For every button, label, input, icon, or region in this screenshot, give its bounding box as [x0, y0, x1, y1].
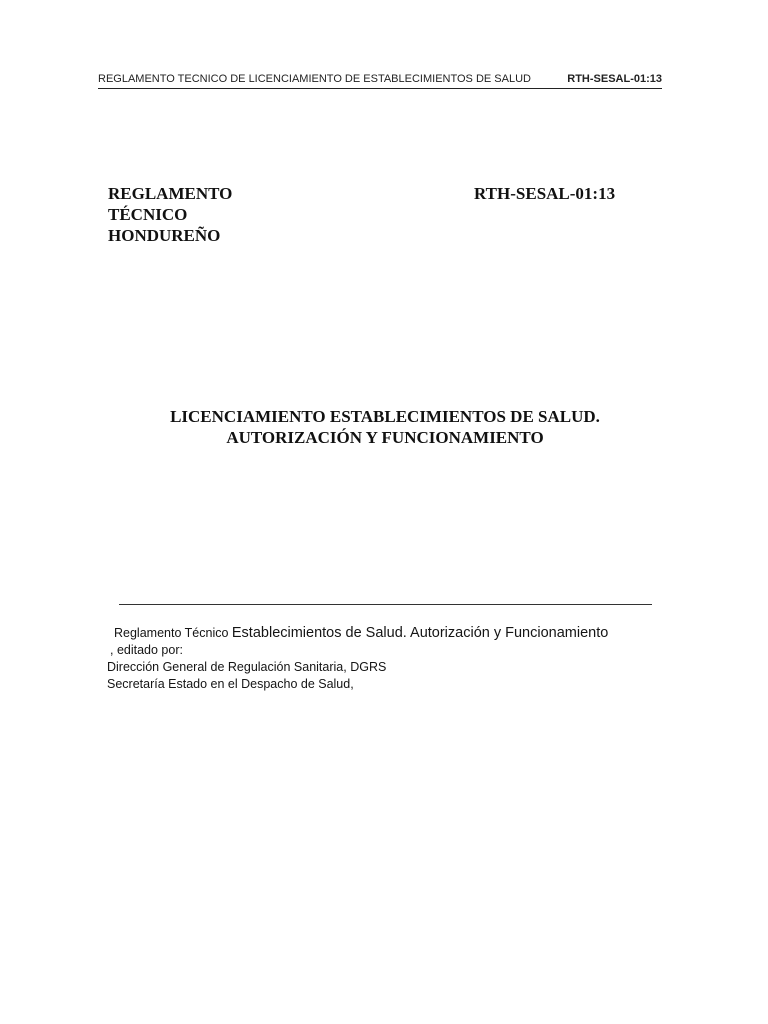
credits-block	[107, 625, 667, 693]
document-code: RTH-SESAL-01:13	[474, 184, 616, 203]
running-header	[98, 72, 662, 89]
running-header-title: REGLAMENTO TECNICO DE LICENCIAMIENTO DE ESTABLECIMIENTOS DE SALUD	[98, 73, 531, 85]
credits-prefix: Reglamento Técnico	[114, 626, 232, 640]
document-title-line: AUTORIZACIÓN Y FUNCIONAMIENTO	[226, 428, 544, 447]
document-title	[100, 406, 670, 448]
document-type-line: REGLAMENTO	[108, 184, 233, 203]
credits-ministry: Secretaría Estado en el Despacho de Salud,	[107, 677, 354, 691]
credits-publisher: Dirección General de Regulación Sanitaria, DGRS	[107, 660, 387, 674]
document-title-line: LICENCIAMIENTO ESTABLECIMIENTOS DE SALUD.	[170, 407, 600, 426]
running-header-code: RTH-SESAL-01:13	[567, 73, 662, 85]
document-type-line: HONDUREÑO	[108, 226, 221, 245]
credits-regulation-title: Establecimientos de Salud. Autorización y Funcionamiento	[231, 625, 609, 641]
document-type-line: TÉCNICO	[108, 205, 188, 224]
horizontal-rule	[119, 604, 652, 605]
credits-edited-by: , editado por:	[110, 643, 183, 657]
document-type	[108, 183, 232, 246]
credits-line	[107, 625, 667, 642]
